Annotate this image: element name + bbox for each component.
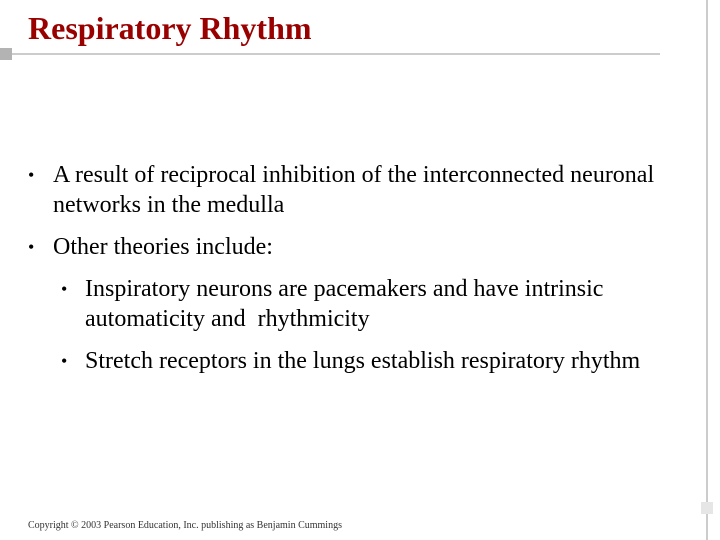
bullet-dot-icon: • bbox=[28, 165, 35, 185]
bullet-dot-icon: • bbox=[61, 351, 68, 371]
bullet-text: A result of reciprocal inhibition of the interconnected neuronal networks in the medulla bbox=[53, 162, 661, 218]
sub-bullet-text: Inspiratory neurons are pacemakers and have intrinsic automaticity and rhythmicity bbox=[85, 276, 610, 332]
decorative-side-square bbox=[701, 502, 713, 514]
sub-bullet-item bbox=[28, 346, 678, 376]
bullet-item bbox=[28, 160, 678, 220]
bullet-item bbox=[28, 232, 678, 262]
bullet-dot-icon: • bbox=[28, 237, 35, 257]
header-divider bbox=[0, 53, 660, 55]
bullet-dot-icon: • bbox=[61, 279, 68, 299]
decorative-corner-square bbox=[0, 48, 12, 60]
right-edge-divider bbox=[706, 0, 708, 540]
bullet-text: Other theories include: bbox=[53, 234, 273, 260]
copyright-footer: Copyright © 2003 Pearson Education, Inc. publishing as Benjamin Cummings bbox=[28, 520, 342, 531]
sub-bullet-item bbox=[28, 274, 678, 334]
sub-bullet-text: Stretch receptors in the lungs establish respiratory rhythm bbox=[85, 348, 641, 374]
bullet-list bbox=[28, 160, 678, 388]
slide-title: Respiratory Rhythm bbox=[28, 10, 312, 46]
